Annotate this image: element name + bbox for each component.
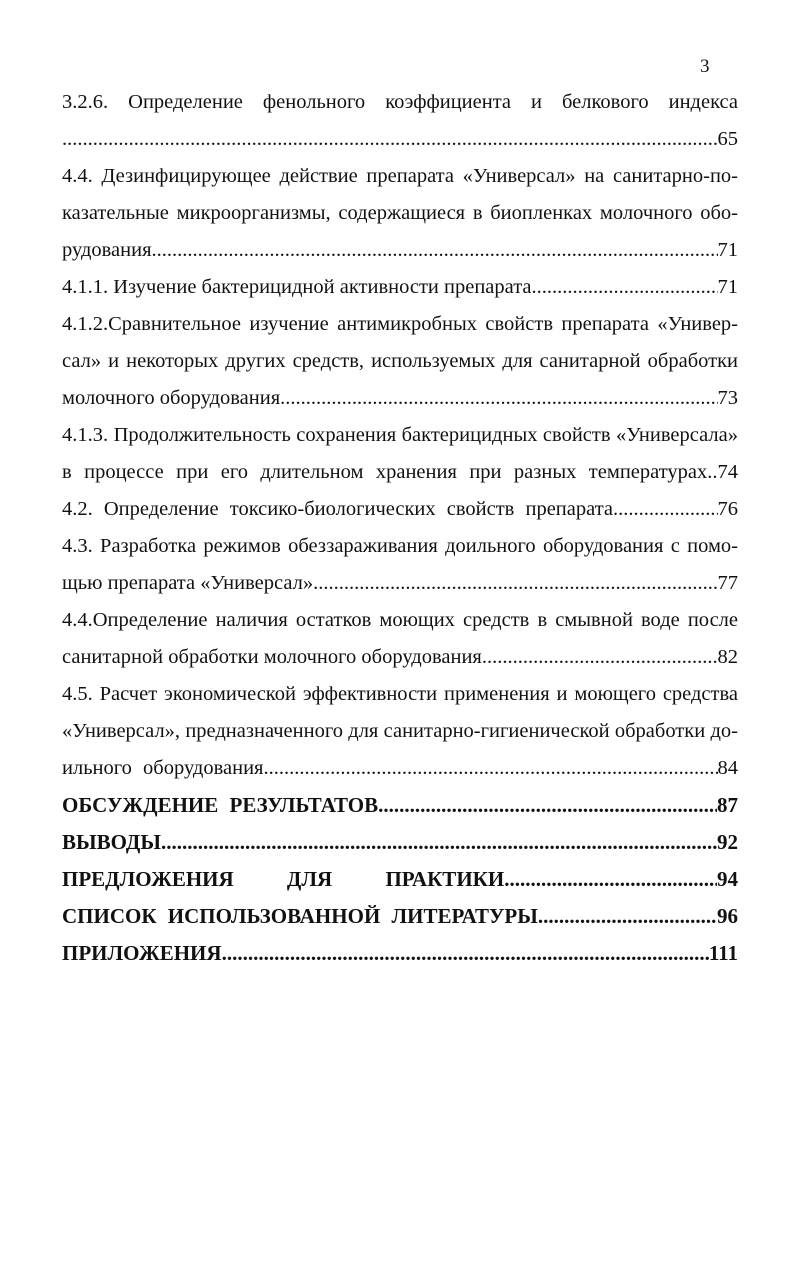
toc-line: 4.1.3. Продолжительность сохранения бактерицидных свойств «Универсала»: [62, 424, 738, 446]
toc-line: 4.2. Определение токсико-биологических свойств препарата ..... 76: [62, 491, 738, 528]
toc-line: в процессе при его длительном хранения при разных температурах..74: [62, 461, 738, 483]
dot-leader: [482, 639, 718, 676]
dot-leader: [532, 269, 718, 306]
toc-page-ref: 84: [717, 757, 738, 779]
toc-line: щью препарата «Универсал» ..... 77: [62, 565, 738, 602]
toc-heading-line: СПИСОК ИСПОЛЬЗОВАННОЙ ЛИТЕРАТУРЫ ..... 96: [62, 898, 738, 935]
toc-line: 4.1.1. Изучение бактерицидной активности препарата ..... 71: [62, 269, 738, 306]
dot-leader: [538, 898, 717, 935]
dot-leader: [263, 750, 717, 787]
toc-line: 3.2.6. Определение фенольного коэффициента и белкового индекса: [62, 91, 738, 113]
dot-leader: [222, 935, 709, 972]
toc-page-ref: 77: [717, 572, 738, 594]
toc-line: санитарной обработки молочного оборудования ..... 82: [62, 639, 738, 676]
toc-page-ref: 87: [717, 793, 738, 817]
toc-line: «Универсал», предназначенного для санитарно-гигиенической обработки до-: [62, 720, 738, 742]
dot-leader: [152, 232, 718, 269]
toc-line: казательные микроорганизмы, содержащиеся в биопленках молочного обо-: [62, 202, 738, 224]
toc-page-ref: 65: [717, 128, 738, 150]
toc-heading-line: ОБСУЖДЕНИЕ РЕЗУЛЬТАТОВ ..... 87: [62, 787, 738, 824]
toc-line: ильного оборудования ..... 84: [62, 750, 738, 787]
toc-line: 4.3. Разработка режимов обеззараживания доильного оборудования с помо-: [62, 535, 738, 557]
toc-line: 4.5. Расчет экономической эффективности применения и моющего средства: [62, 683, 738, 705]
page-number: 3: [700, 56, 710, 77]
toc-line: 4.4. Дезинфицирующее действие препарата «Универсал» на санитарно-по-: [62, 165, 738, 187]
toc-page-ref: 73: [717, 387, 738, 409]
toc-heading-line: ПРЕДЛОЖЕНИЯ ДЛЯ ПРАКТИКИ ..... 94: [62, 861, 738, 898]
table-of-contents: [62, 84, 738, 972]
toc-line: [62, 121, 738, 158]
toc-page-ref: 96: [717, 904, 738, 928]
dot-leader: [378, 787, 717, 824]
dot-leader: [62, 121, 718, 158]
toc-page-ref: 71: [717, 276, 738, 298]
dot-leader: [613, 491, 717, 528]
toc-page-ref: 82: [717, 646, 738, 668]
toc-heading-line: ВЫВОДЫ ..... 92: [62, 824, 738, 861]
dot-leader: [161, 824, 717, 861]
toc-line: 4.4.Определение наличия остатков моющих средств в смывной воде после: [62, 609, 738, 631]
toc-line: молочного оборудования ..... 73: [62, 380, 738, 417]
dot-leader: [280, 380, 717, 417]
toc-page-ref: 111: [708, 941, 738, 965]
toc-page-ref: 94: [717, 867, 738, 891]
toc-heading-line: ПРИЛОЖЕНИЯ ..... 111: [62, 935, 738, 972]
toc-page-ref: 92: [717, 830, 738, 854]
toc-page-ref: 76: [717, 498, 738, 520]
toc-line: сал» и некоторых других средств, используемых для санитарной обработки: [62, 350, 738, 372]
dot-leader: [313, 565, 717, 602]
toc-page-ref: 71: [717, 239, 738, 261]
dot-leader: [504, 861, 717, 898]
toc-line: 4.1.2.Сравнительное изучение антимикробных свойств препарата «Универ-: [62, 313, 738, 335]
toc-line: рудования ..... 71: [62, 232, 738, 269]
